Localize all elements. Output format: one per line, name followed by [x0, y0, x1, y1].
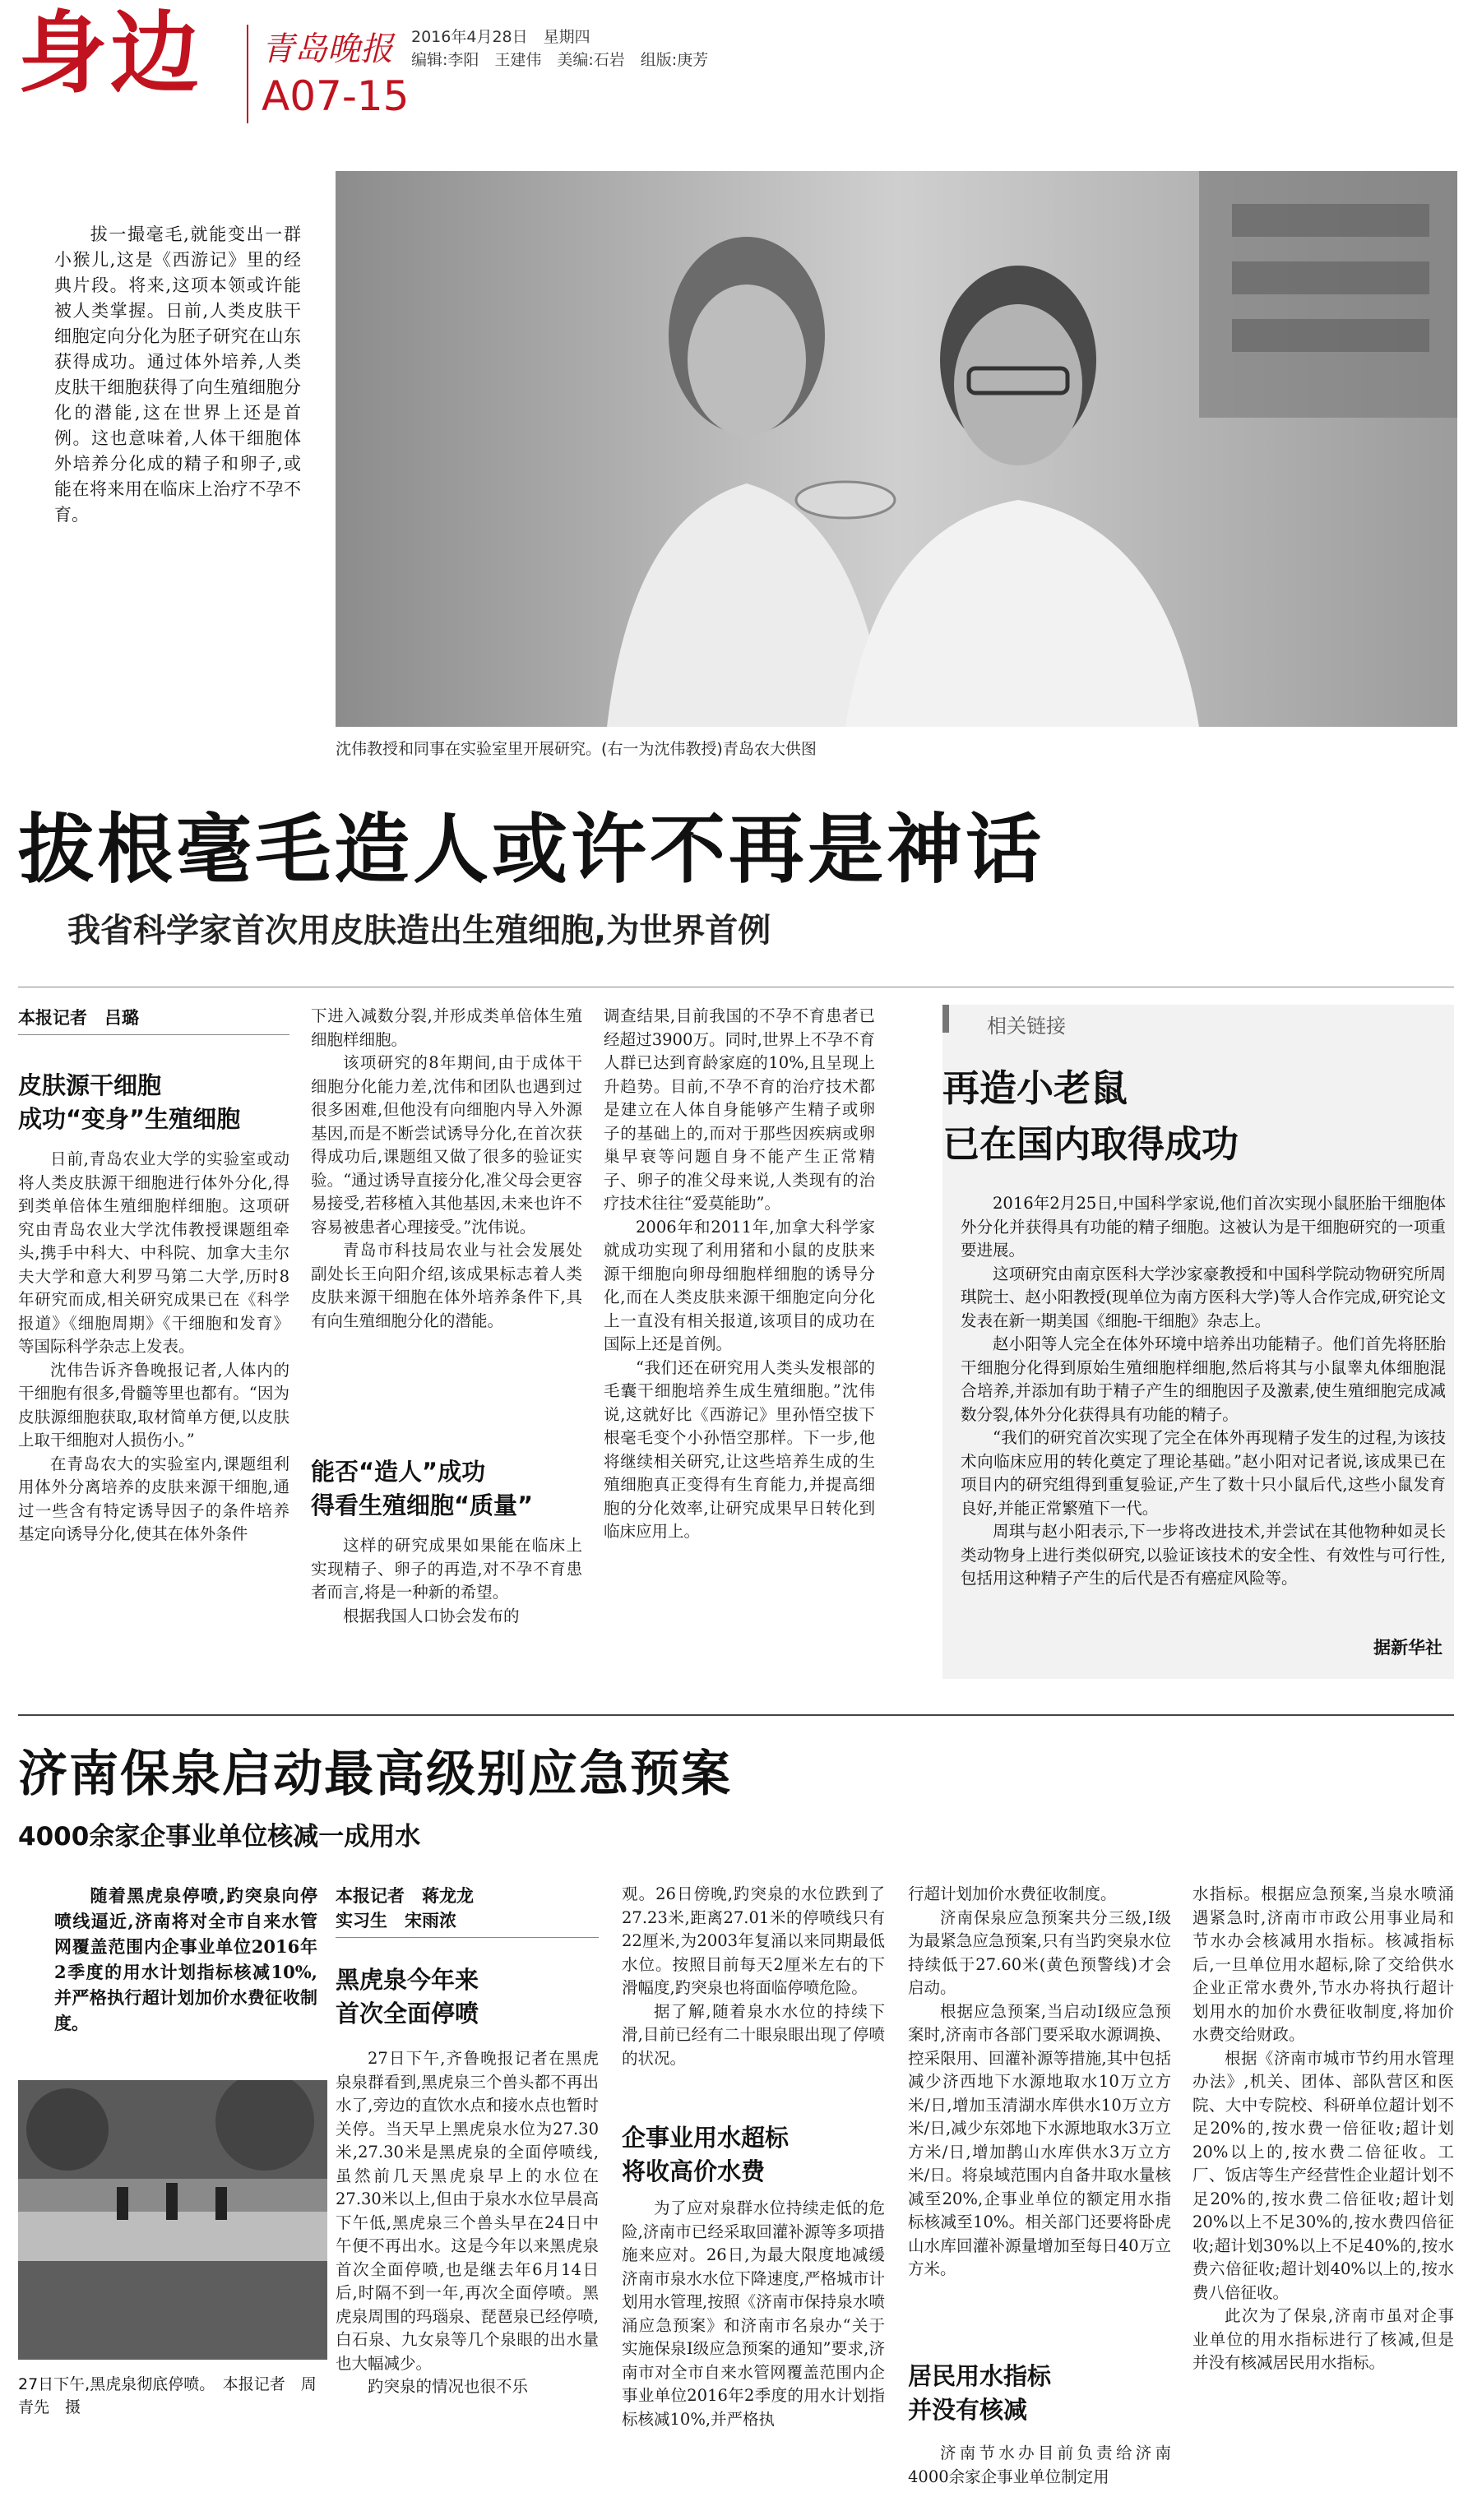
- paragraph: 青岛市科技局农业与社会发展处副处长王向阳介绍,该成果标志着人类皮肤来源干细胞在体外培养条件下,具有向生殖细胞分化的潜能。: [311, 1241, 582, 1330]
- sidebar-title-line1: 再造小老鼠: [942, 1066, 1128, 1110]
- story2-subheading-a-line1: 黑虎泉今年来: [336, 1966, 479, 1994]
- paragraph: 27日下午,齐鲁晚报记者在黑虎泉泉群看到,黑虎泉三个兽头都不再出水了,旁边的直饮水点和接水点也暂时关停。当天早上黑虎泉水位为27.30米,27.30米是黑虎泉的全面停喷线,虽然前几天黑虎泉早上的水位在27.30米以上,但由于泉水水位早晨高下午低,黑虎泉三个兽头早在24日中午便不再出水。这是今年以来黑虎泉首次全面停喷,也是继去年6月14日后,时隔不到一年,再次全面停喷。黑虎泉周围的玛瑙泉、琵琶泉已经停喷,白石泉、九女泉等几个泉眼的出水量也大幅减少。: [336, 2049, 599, 2373]
- paragraph: “我们还在研究用人类头发根部的毛囊干细胞培养生成生殖细胞。”沈伟说,这就好比《西游记》里孙悟空拔下根毫毛变个小孙悟空那样。下一步,他将继续相关研究,让这些培养生成的生殖细胞真正变得有生育能力,并提高细胞的分化效率,让研究成果早日转化到临床应用上。: [604, 1357, 875, 1541]
- paragraph: 该项研究的8年期间,由于成体干细胞分化能力差,沈伟和团队也遇到过很多困难,但他没有向细胞内导入外源基因,而是不断尝试诱导分化,在首次获得成功后,课题组又做了很多的验证实验。“通过诱导直接分化,准父母会更容易接受,若移植入其他基因,未来也许不容易被患者心理接受。”沈伟说。: [311, 1053, 582, 1237]
- paragraph: 下进入减数分裂,并形成类单倍体生殖细胞样细胞。: [311, 1006, 582, 1049]
- paragraph: 此次为了保泉,济南市虽对企事业单位的用水指标进行了核减,但是并没有核减居民用水指标。: [1192, 2306, 1454, 2372]
- paragraph: 水指标。根据应急预案,当泉水喷涌遇紧急时,济南市市政公用事业局和节水办会核减用水指标。核减指标后,一旦单位用水超标,除了交给供水企业正常水费外,节水办将执行超计划用水的加价水费征收制度,将加价水费交给财政。: [1192, 1884, 1454, 2044]
- sidebar-tag-bar: [942, 1005, 949, 1033]
- story2-headline: 济南保泉启动最高级别应急预案: [18, 1746, 732, 1803]
- paragraph: 根据我国人口协会发布的: [343, 1606, 520, 1625]
- paragraph: 沈伟告诉齐鲁晚报记者,人体内的干细胞有很多,骨髓等里也都有。“因为皮肤源细胞获取,取材简单方便,以皮肤上取干细胞对人损伤小。”: [18, 1360, 289, 1450]
- paragraph: 在青岛农大的实验室内,课题组利用体外分离培养的皮肤来源干细胞,通过一些含有特定诱导因子的条件培养基定向诱导分化,使其在体外条件: [18, 1454, 289, 1543]
- spring-photo: [18, 2080, 327, 2360]
- story2-subheading-a: [336, 1963, 479, 2031]
- photo-caption: 沈伟教授和同事在实验室里开展研究。(右一为沈伟教授)青岛农大供图: [336, 740, 817, 758]
- page-number: A07-15: [262, 72, 410, 120]
- sidebar-title-line2: 已在国内取得成功: [942, 1122, 1239, 1166]
- paragraph: 济南保泉应急预案共分三级,Ⅰ级为最紧急应急预案,只有当趵突泉水位持续低于27.60米(黄色预警线)才会启动。: [908, 1907, 1171, 1997]
- spring-photo-image: [18, 2080, 327, 2360]
- paragraph: 这项研究由南京医科大学沙家豪教授和中国科学院动物研究所周琪院士、赵小阳教授(现单位为南方医科大学)等人合作完成,研究论文发表在新一期美国《细胞-干细胞》杂志上。: [961, 1264, 1446, 1330]
- main-subhead: 我省科学家首次用皮肤造出生殖细胞,为世界首例: [67, 912, 771, 950]
- lead-intro-text: 拔一撮毫毛,就能变出一群小猴儿,这是《西游记》里的经典片段。将来,这项本领或许能被人类掌握。日前,人类皮肤干细胞定向分化为胚子研究在山东获得成功。通过体外培养,人类皮肤干细胞获得了向生殖细胞分化的潜能,这在世界上还是首例。这也意味着,人体干细胞体外培养分化成的精子和卵子,或能在将来用在临床上治疗不孕不育。: [54, 224, 301, 525]
- story1-subheading-b: [311, 1455, 533, 1523]
- issue-date: 2016年4月28日 星期四: [411, 28, 590, 46]
- story2-byline-rule: [336, 1937, 599, 1938]
- section-divider: [18, 1714, 1454, 1716]
- sidebar-title: [942, 1061, 1239, 1172]
- spring-photo-caption: 27日下午,黑虎泉彻底停喷。 本报记者 周青先 摄: [18, 2375, 317, 2416]
- sidebar-body: [961, 1192, 1446, 1591]
- paragraph: 根据应急预案,当启动Ⅰ级应急预案时,济南市各部门要采取水源调换、控采限用、回灌补源等措施,其中包括减少济西地下水源地取水10万立方米/日,增加玉清湖水库供水10万立方米/日,减少东郊地下水源地取水3万立方米/日,增加鹊山水库供水3万立方米/日。将泉域范围内自备井取水量核减至20%,企事业单位的额定用水指标核减至10%。相关部门还要将卧虎山水库回灌补源量增加至每日40万立方米。: [908, 2001, 1171, 2278]
- story2-column-4: [1192, 1883, 1454, 2375]
- lead-intro: [54, 222, 301, 528]
- story2-intro: [54, 1883, 317, 2036]
- lab-photo-image: [336, 171, 1457, 727]
- story1-subheading-b-line1: 能否“造人”成功: [311, 1458, 486, 1486]
- story2-subheading-b: [622, 2121, 789, 2189]
- story2-column-3b: [908, 2442, 1171, 2489]
- paragraph: 济南节水办目前负责给济南4000余家企事业单位制定用: [908, 2444, 1171, 2486]
- story1-column-1: [18, 1148, 289, 1547]
- story2-intro-text: 随着黑虎泉停喷,趵突泉向停喷线逼近,济南将对全市自来水管网覆盖范围内企事业单位2016年2季度的用水计划指标核减10%,并严格执行超计划加价水费征收制度。: [54, 1885, 317, 2033]
- main-headline: 拔根毫毛造人或许不再是神话: [18, 806, 1045, 894]
- story1-subheading-a-line2: 成功“变身”生殖细胞: [18, 1105, 241, 1133]
- paragraph: 趵突泉的情况也很不乐: [368, 2377, 529, 2396]
- story1-subheading-a-line1: 皮肤源干细胞: [18, 1071, 162, 1099]
- paragraph: 2016年2月25日,中国科学家说,他们首次实现小鼠胚胎干细胞体外分化并获得具有功能的精子细胞。这被认为是干细胞研究的一项重要进展。: [961, 1194, 1446, 1260]
- story2-column-2b: [622, 2197, 885, 2431]
- story2-byline: [336, 1883, 474, 1932]
- story2-column-3: [908, 1883, 1171, 2282]
- story1-byline: 本报记者 吕璐: [18, 1008, 139, 1028]
- paragraph: 根据《济南市城市节约用水管理办法》,机关、团体、部队营区和医院、大中专院校、科研单位超计划不足20%的,按水费一倍征收;超计划20%以上的,按水费二倍征收。工厂、饭店等生产经营性企业超计划不足20%的,按水费二倍征收;超计划20%以上不足30%的,按水费四倍征收;超计划30%以上不足40%的,按水费六倍征收;超计划40%以上的,按水费八倍征收。: [1192, 2048, 1454, 2302]
- paragraph: 这样的研究成果如果能在临床上实现精子、卵子的再造,对不孕不育患者而言,将是一种新的希望。: [311, 1536, 582, 1602]
- story2-column-2: [622, 1883, 885, 2070]
- story2-subhead: 4000余家企事业单位核减一成用水: [18, 1822, 421, 1852]
- paragraph: 行超计划加价水费征收制度。: [908, 1884, 1117, 1903]
- masthead-divider: [247, 25, 248, 123]
- story2-byline-intern: 实习生 宋雨浓: [336, 1911, 456, 1930]
- story1-subheading-a: [18, 1069, 240, 1136]
- story2-column-1: [336, 2047, 599, 2399]
- sidebar-tag: 相关链接: [987, 1015, 1066, 1038]
- story1-column-2b: [311, 1534, 582, 1628]
- story2-subheading-b-line2: 将收高价水费: [622, 2157, 766, 2185]
- paragraph: 据了解,随着泉水水位的持续下滑,目前已经有二十眼泉眼出现了停喷的状况。: [622, 2001, 885, 2068]
- newspaper-name: 青岛晚报: [262, 30, 393, 68]
- story1-subheading-b-line2: 得看生殖细胞“质量”: [311, 1491, 534, 1519]
- story1-column-2: [311, 1005, 582, 1333]
- story2-subheading-c: [908, 2360, 1051, 2427]
- section-title: 身边: [18, 2, 203, 105]
- sidebar-credit: 据新华社: [1373, 1638, 1443, 1658]
- story2-subheading-c-line2: 并没有核减: [908, 2396, 1028, 2424]
- paragraph: “我们的研究首次实现了完全在体外再现精子发生的过程,为该技术向临床应用的转化奠定了理论基础。”赵小阳对记者说,该成果已在项目内的研究组得到重复验证,产生了数十只小鼠后代,这些小鼠发育良好,并能正常繁殖下一代。: [961, 1428, 1446, 1518]
- byline-rule: [18, 1034, 289, 1035]
- paragraph: 周琪与赵小阳表示,下一步将改进技术,并尝试在其他物种如灵长类动物身上进行类似研究,以验证该技术的安全性、有效性与可行性,包括用这种精子产生的后代是否有癌症风险等。: [961, 1522, 1446, 1588]
- story2-subheading-a-line2: 首次全面停喷: [336, 2000, 479, 2028]
- paragraph: 为了应对泉群水位持续走低的危险,济南市已经采取回灌补源等多项措施来应对。26日,为最大限度地减缓济南市泉水水位下降速度,严格城市计划用水管理,按照《济南市保持泉水喷涌应急预案》和济南市名泉办“关于实施保泉Ⅰ级应急预案的通知”要求,济南市对全市自来水管网覆盖范围内企事业单位2016年2季度的用水计划指标核减10%,并严格执: [622, 2199, 885, 2429]
- paragraph: 赵小阳等人完全在体外环境中培养出功能精子。他们首先将胚胎干细胞分化得到原始生殖细胞样细胞,然后将其与小鼠睾丸体细胞混合培养,并添加有助于精子产生的细胞因子及激素,使生殖细胞完成减数分裂,体外分化获得具有功能的精子。: [961, 1334, 1446, 1424]
- story2-subheading-b-line1: 企事业用水超标: [622, 2124, 790, 2152]
- story2-subheading-c-line1: 居民用水指标: [908, 2362, 1052, 2390]
- paragraph: 日前,青岛农业大学的实验室或动将人类皮肤源干细胞进行体外分化,得到类单倍体生殖细胞样细胞。这项研究由青岛农业大学沈伟教授课题组牵头,携手中科大、中科院、加拿大圭尔夫大学和意大利罗马第二大学,历时8年研究而成,相关研究成果已在《科学报道》《细胞周期》《干细胞和发育》等国际科学杂志上发表。: [18, 1149, 289, 1356]
- editor-credits: 编辑:李阳 王建伟 美编:石岩 组版:庚芳: [411, 51, 709, 69]
- paragraph: 2006年和2011年,加拿大科学家就成功实现了利用猪和小鼠的皮肤来源干细胞向卵母细胞样细胞的诱导分化,而在人类皮肤来源干细胞定向分化上一直没有相关报道,该项目的成功在国际上还是首例。: [604, 1217, 875, 1353]
- story1-column-3: [604, 1005, 875, 1544]
- story2-byline-reporter: 本报记者 蒋龙龙: [336, 1886, 474, 1906]
- lab-photo: [336, 171, 1457, 727]
- paragraph: 观。26日傍晚,趵突泉的水位跌到了27.23米,距离27.01米的停喷线只有22厘米,为2003年复涌以来同期最低水位。按照目前每天2厘米左右的下滑幅度,趵突泉也将面临停喷危险。: [622, 1884, 885, 1997]
- paragraph: 调查结果,目前我国的不孕不育患者已经超过3900万。同时,世界上不孕不育人群已达到育龄家庭的10%,且呈现上升趋势。目前,不孕不育的治疗技术都是建立在人体自身能够产生精子或卵子的基础上的,而对于那些因疾病或卵巢早衰等问题自身不能产生正常精子、卵子的准父母来说,人类现有的治疗技术往往“爱莫能助”。: [604, 1006, 875, 1213]
